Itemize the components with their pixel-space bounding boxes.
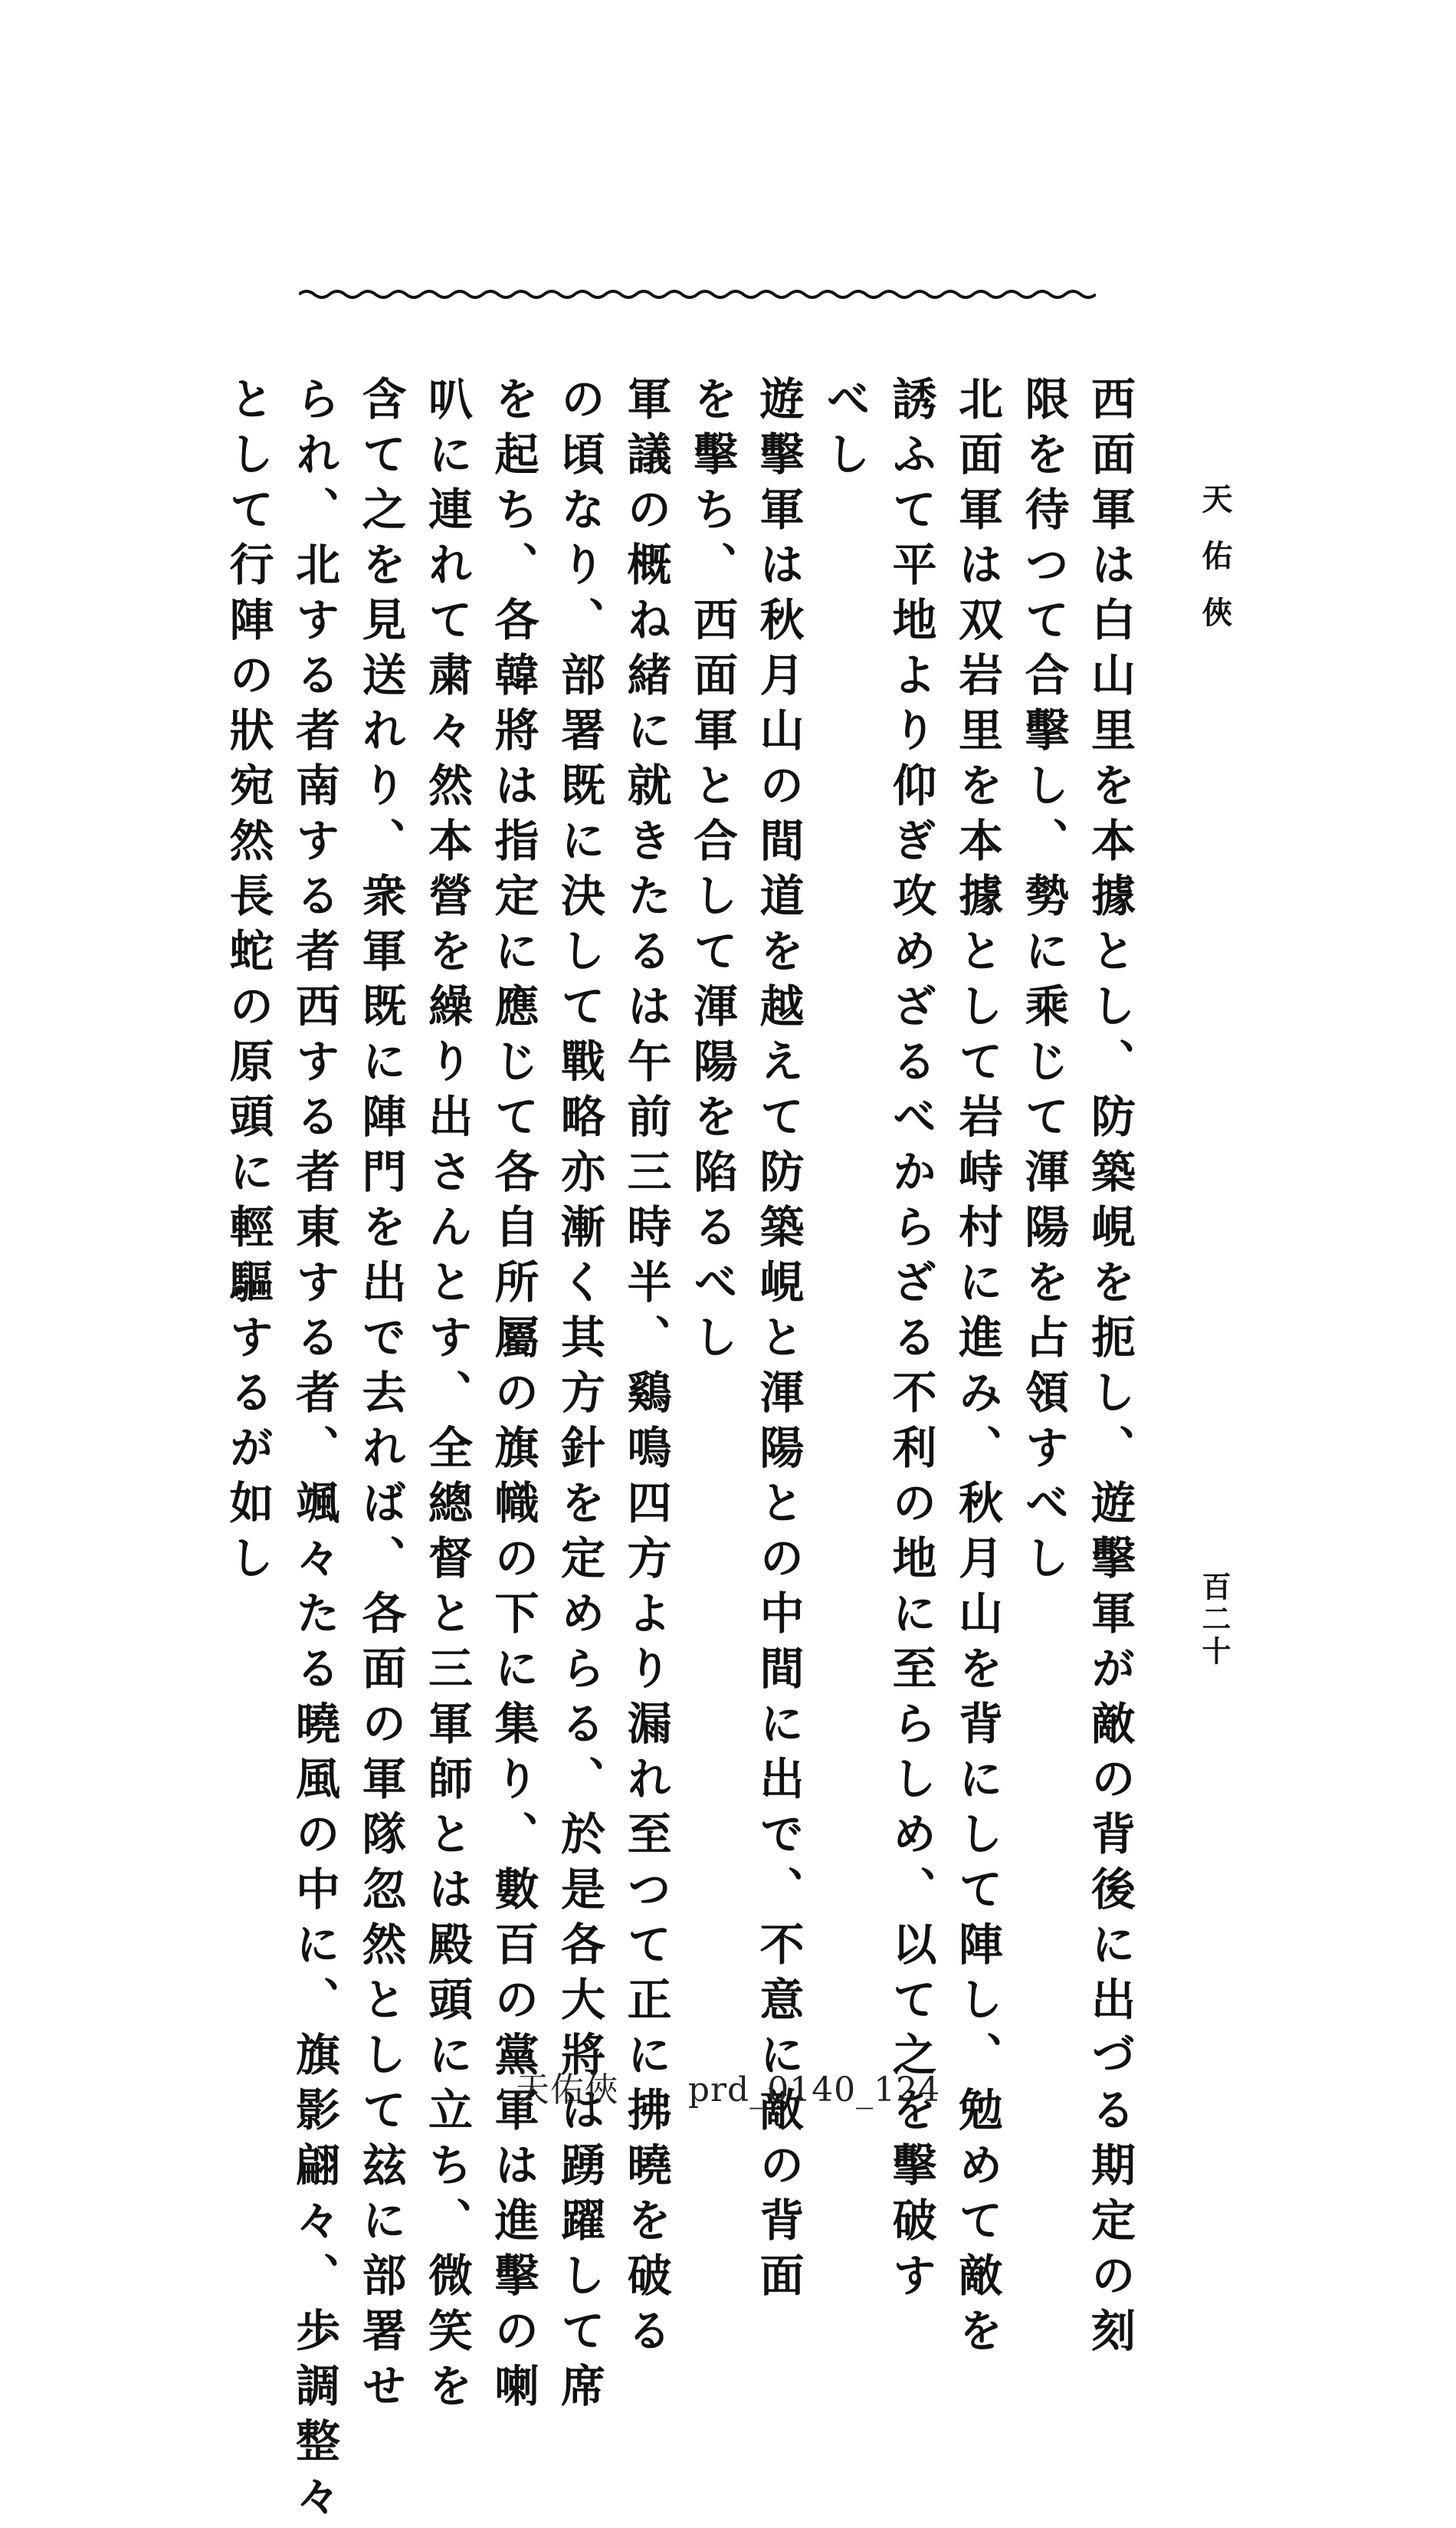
text-column: 含て之を見送れり、衆軍既に陣門を出で去れば、各面の軍隊忽然として玆に部署せ xyxy=(354,376,407,2418)
text-column: 北面軍は双岩里を本據として岩峙村に進み、秋月山を背にして陣し、勉めて敵を xyxy=(951,376,1003,2362)
text-column: を擊ち、西面軍と合して渾陽を陷るべし xyxy=(686,376,738,1369)
text-column: 叭に連れて粛々然本營を繰り出さんとす、全總督と三軍師とは殿頭に立ち、微笑を xyxy=(421,376,473,2418)
footer-label: 天佑俠 prd_0140_124 xyxy=(515,2070,941,2109)
wavy-rule-line xyxy=(299,291,1096,297)
text-column: られ、北する者南する者西する者東する者、颯々たる曉風の中に、旗影翩々、歩調整々 xyxy=(288,376,340,2528)
text-column: 遊擊軍は秋月山の間道を越えて防築峴と渾陽との中間に出で、不意に敵の背面 xyxy=(752,376,805,2307)
text-column: 軍議の概ね緒に就きたるは午前三時半、鷄鳴四方より漏れ至つて正に拂曉を破る xyxy=(619,376,672,2362)
text-column: の頃なり、部署既に決して戰略亦漸く其方針を定めらる、於是各大將は踴躍して席 xyxy=(553,376,605,2418)
text-column: 誘ふて平地より仰ぎ攻めざるべからざる不利の地に至らしめ、以て之を擊破す xyxy=(884,376,937,2307)
running-title: 天佑俠 xyxy=(1197,483,1233,653)
text-column: を起ち、各韓將は指定に應じて各自所屬の旗幟の下に集り、數百の黨軍は進擊の喇 xyxy=(487,376,539,2418)
text-column: として行陣の狀宛然長蛇の原頭に輕驅するが如し xyxy=(221,376,274,1590)
page-number: 百二十 xyxy=(1197,1571,1231,1668)
wavy-rule xyxy=(299,285,1096,304)
text-column: 限を待つて合擊し、勢に乘じて渾陽を占領すべし xyxy=(1017,376,1070,1590)
text-column: 西面軍は白山里を本據とし、防築峴を扼し、遊擊軍が敵の背後に出づる期定の刻 xyxy=(1084,376,1136,2362)
text-column: べし xyxy=(818,376,871,486)
